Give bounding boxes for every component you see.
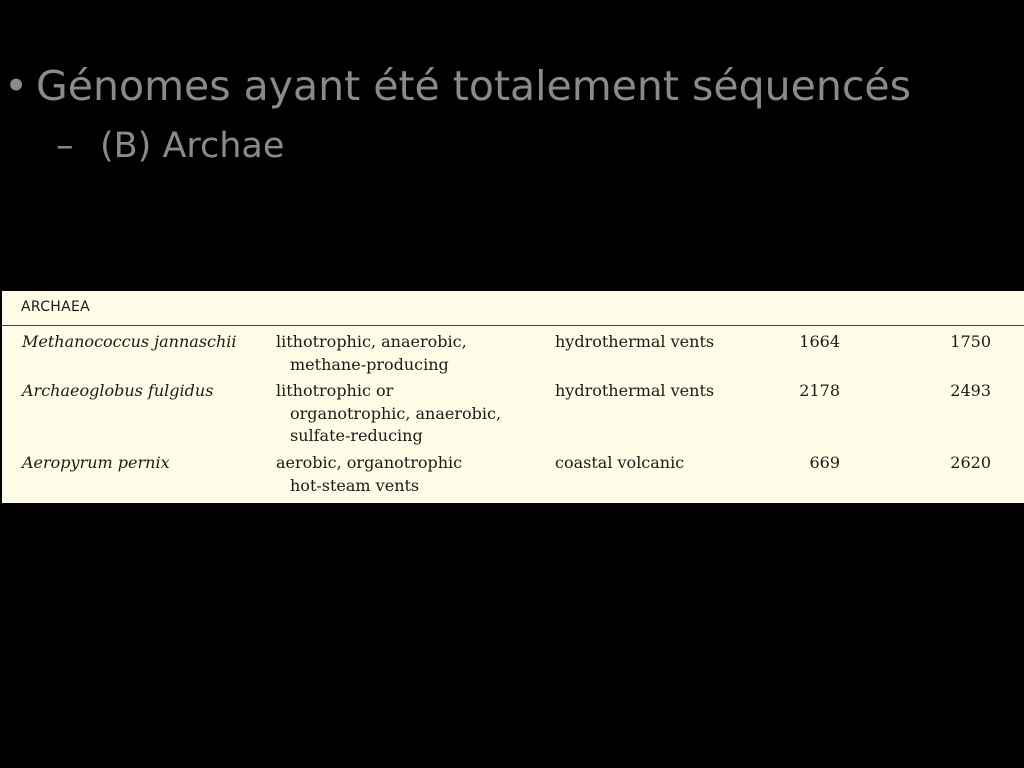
habitat: hydrothermal vents xyxy=(555,381,715,400)
value-1: 1664 xyxy=(799,332,840,351)
type-line: lithotrophic or xyxy=(276,381,394,400)
type-line: sulfate-reducing xyxy=(290,426,423,445)
sub-bullet-marker: – xyxy=(56,126,74,166)
value-2: 2493 xyxy=(950,381,991,400)
type-line: methane-producing xyxy=(290,354,449,374)
value-2: 2620 xyxy=(950,453,991,472)
value-1: 669 xyxy=(809,453,840,472)
habitat: hydrothermal vents xyxy=(555,332,715,351)
type-line: hot-steam vents xyxy=(290,475,420,495)
organism-name: Methanococcus jannaschii xyxy=(22,332,237,351)
organism-name: Archaeoglobus fulgidus xyxy=(22,381,214,400)
bullet-marker: • xyxy=(4,62,29,110)
value-2: 1750 xyxy=(950,332,991,351)
organism-name: Aeropyrum pernix xyxy=(22,453,170,472)
organism-type xyxy=(276,331,546,376)
organism-type xyxy=(276,452,546,497)
value-1: 2178 xyxy=(799,381,840,400)
slide-title-text: Génomes ayant été totalement séquencés xyxy=(36,62,911,110)
slide-subtitle-text: (B) Archae xyxy=(100,126,285,166)
organism-type xyxy=(276,380,546,448)
type-line: lithotrophic, anaerobic, xyxy=(276,332,467,351)
table-header: ARCHAEA xyxy=(21,299,91,315)
archaea-table xyxy=(2,291,1024,503)
slide-subtitle xyxy=(56,122,284,170)
type-line: aerobic, organotrophic xyxy=(276,453,463,472)
slide-title xyxy=(4,58,911,114)
type-line: organotrophic, anaerobic, xyxy=(290,403,502,423)
header-rule xyxy=(2,325,1024,326)
habitat: coastal volcanic xyxy=(555,453,685,472)
